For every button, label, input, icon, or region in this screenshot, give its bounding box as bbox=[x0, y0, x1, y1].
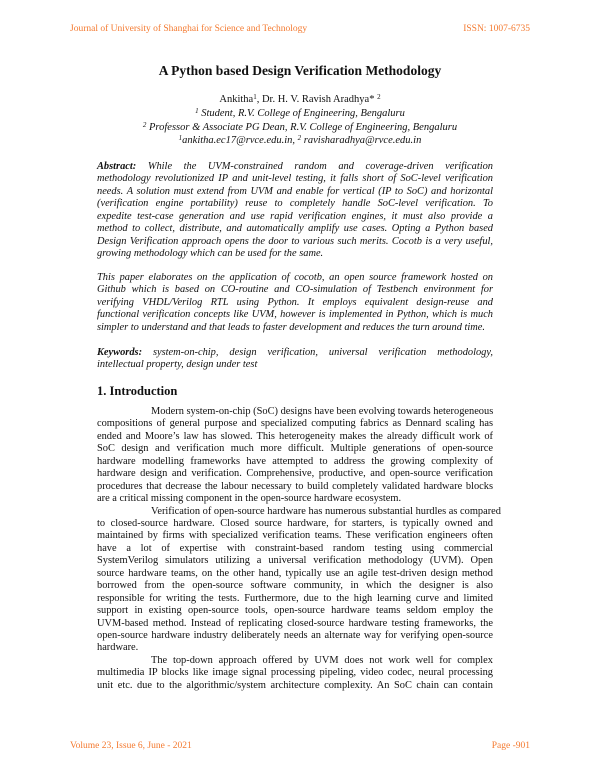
section-1-title: 1. Introduction bbox=[97, 384, 178, 398]
text-line: borrowed from the open-source software community, in which the designer is also bbox=[97, 580, 493, 592]
line-text: While the UVM-constrained random and coverage-driven verification bbox=[136, 161, 493, 172]
footer-page: Page -901 bbox=[491, 741, 530, 751]
abstract bbox=[97, 161, 493, 261]
text-line: methodology revolutionized IP and unit-level testing, it falls short of SoC-level verification bbox=[97, 173, 493, 185]
text-line: open-source hardware industry deliberately needs an alternate way for verifying open-source bbox=[97, 629, 493, 641]
text-line: support in existing open-source tools, open-source hardware teams seldom employ the bbox=[97, 605, 493, 617]
author-2-mark: * bbox=[369, 94, 378, 105]
aff2-sup: 2 bbox=[142, 120, 147, 129]
intro-paragraph-2 bbox=[97, 505, 501, 655]
text-line bbox=[97, 347, 493, 359]
label: Abstract: bbox=[97, 161, 137, 172]
text-line: hardware design and verification. Comprehensive, productive, and open-source verification bbox=[97, 468, 493, 480]
text-line: Modern system-on-chip (SoC) designs have been evolving towards heterogeneous bbox=[151, 406, 494, 417]
line-text: system-on-chip, design verification, universal verification methodology, bbox=[142, 347, 493, 358]
text-line: Verification of open-source hardware has numerous substantial hurdles as compared bbox=[151, 505, 501, 517]
keywords bbox=[97, 347, 493, 372]
aff1-sup: 1 bbox=[195, 107, 199, 115]
aff1-text: Student, R.V. College of Engineering, Bengaluru bbox=[198, 108, 405, 119]
text-line: are a critical missing component in the open-source hardware ecosystem. bbox=[97, 493, 402, 505]
text-line: hardware modelling frameworks have attempted to address the growing complexity of bbox=[97, 455, 493, 467]
text-line: The top-down approach offered by UVM does not work well for complex bbox=[151, 655, 493, 666]
issn: ISSN: 1007-6735 bbox=[463, 24, 530, 34]
author-1: Ankitha bbox=[219, 94, 254, 105]
section-heading bbox=[97, 384, 177, 399]
text-line: Design Verification approach opens the door to various such merits. Cocotb is a very useful, bbox=[97, 235, 493, 247]
text-line: needs. A solution must extend from UVM and enable for vertical (IP to SoC) and horizontal bbox=[97, 185, 493, 197]
text-line bbox=[97, 161, 493, 173]
authors bbox=[0, 93, 600, 107]
text-line: have a lot of expertise with constraint-based random testing using commercial bbox=[97, 542, 493, 554]
text-line: method to collect, distribute, and automatically amplify use cases. Opting a Python based bbox=[97, 223, 493, 235]
text-line: to closed-source hardware. Closed source hardware, for starters, is typically owned and bbox=[97, 518, 493, 530]
emails bbox=[0, 134, 600, 148]
text-line: source hardware teams, on the other hand, typically use an agile test-driven design method bbox=[97, 567, 493, 579]
author-2-sup: 2 bbox=[377, 93, 381, 101]
email2-sup: 2 bbox=[297, 134, 302, 142]
text-line: procedures that decrease the labour necessary to build completely validated hardware blocks bbox=[97, 480, 493, 492]
affiliation-2 bbox=[0, 121, 600, 135]
text-line: ended and Moore’s law has slowed. This heterogeneity makes the already difficult work of bbox=[97, 430, 493, 442]
text-line: unit etc. due to the algorithmic/system architecture complexity. An SoC chain can contain bbox=[97, 679, 493, 691]
intro-paragraph-3 bbox=[97, 655, 493, 692]
footer-volume: Volume 23, Issue 6, June - 2021 bbox=[70, 741, 192, 751]
text-line: functional verification concepts like UVM, however is implemented in Python, which is much bbox=[97, 309, 493, 321]
intro-paragraph-1 bbox=[97, 406, 493, 506]
text-line: SystemVerilog simulators utilizing a universal verification methodology (UVM). Open bbox=[97, 555, 493, 567]
email-1[interactable]: ankitha.ec17@rvce.edu.in, bbox=[182, 135, 298, 146]
text-line: intellectual property, design under test bbox=[97, 359, 258, 371]
text-line: multimedia IP blocks like image signal processing pipeling, video codec, neural processing bbox=[97, 667, 493, 679]
email-2[interactable]: ravisharadhya@rvce.edu.in bbox=[301, 135, 422, 146]
text-line: growing methodology which can be used for the same. bbox=[97, 248, 324, 260]
text-line: Github which is based on CO-routine and CO-simulation of Testbench environment for bbox=[97, 284, 493, 296]
text-line: verifying VHDL/Verilog RTL using Python. It employs equivalent design-reuse and bbox=[97, 296, 493, 308]
paper-title: A Python based Design Verification Methodology bbox=[158, 63, 442, 78]
abstract-para-2 bbox=[97, 272, 493, 334]
affiliation-1 bbox=[0, 107, 600, 121]
text-line: (verification engine portability) reuse to completely handle SoC-level verification. To bbox=[97, 198, 493, 210]
text-line: compositions of general purpose and specialized computing fabrics as Dennard scaling has bbox=[97, 418, 493, 430]
text-line: simpler to understand and that leads to faster development and reduces the turn around time. bbox=[97, 321, 485, 333]
journal-name: Journal of University of Shanghai for Science and Technology bbox=[70, 24, 308, 34]
author-2: , Dr. H. V. Ravish Aradhya bbox=[256, 94, 370, 105]
text-line: expedite test-case generation and use rapid verification engines, it must also provide a bbox=[97, 210, 493, 222]
text-line: hardware. bbox=[97, 642, 139, 654]
email1-sup: 1 bbox=[178, 134, 183, 142]
text-line: responsible for writing the tests. Furthermore, due to the high learning curve and limited bbox=[97, 592, 493, 604]
label: Keywords: bbox=[97, 347, 143, 358]
aff2-text: Professor & Associate PG Dean, R.V. College of Engineering, Bengaluru bbox=[146, 121, 458, 133]
author-1-sup: 1 bbox=[253, 93, 257, 101]
text-line: SoC design and verification much more difficult. Multiple generations of open-source bbox=[97, 443, 493, 455]
text-line: maintained by firms with specialized verification teams. These verification engineers often bbox=[97, 530, 493, 542]
text-line: This paper elaborates on the application of cocotb, an open source framework hosted on bbox=[97, 272, 493, 283]
text-line: UVM-based method. Instead of replicating closed-source hardware testing frameworks, the bbox=[97, 617, 493, 629]
